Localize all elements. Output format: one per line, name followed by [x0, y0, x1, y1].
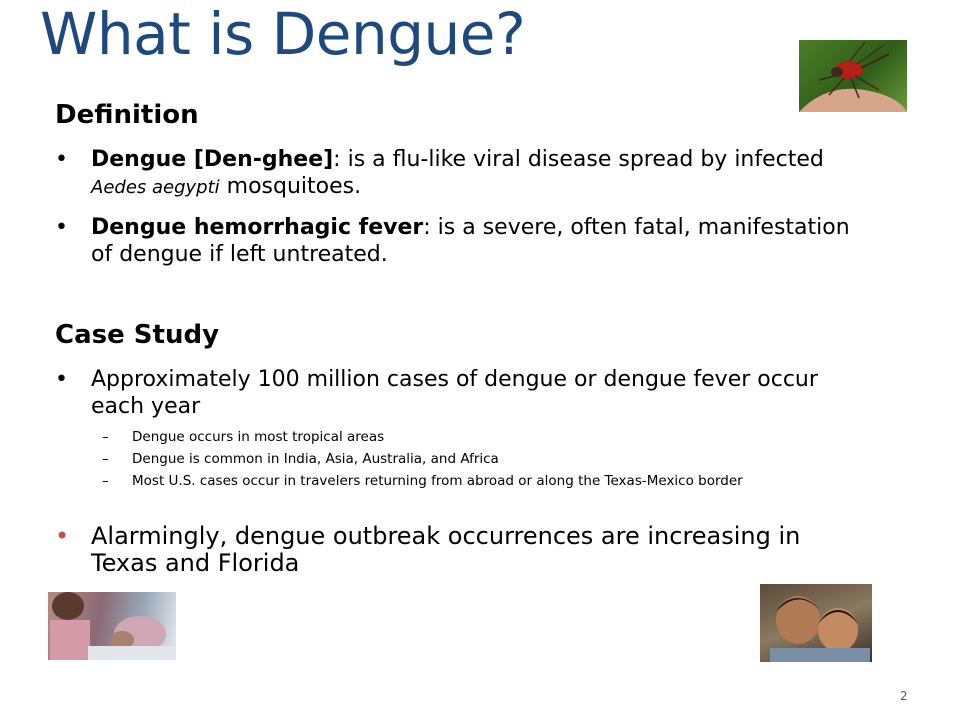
patient-photo: [48, 592, 176, 660]
mosquito-photo: [799, 40, 907, 112]
page-number: 2: [900, 689, 908, 703]
definition-bullet-hemorrhagic: • Dengue hemorrhagic fever: is a severe, often fatal, manifestation of dengue if left untreated.: [55, 215, 850, 267]
patient-icon: [48, 592, 176, 660]
term-dengue: Dengue [Den-ghee]: [91, 147, 334, 172]
children-icon: [760, 584, 872, 662]
sub-bullet: – Most U.S. cases occur in travelers returning from abroad or along the Texas-Mexico border: [102, 473, 743, 489]
bullet-marker: •: [55, 215, 68, 240]
bullet-marker: •: [55, 147, 68, 172]
alert-bullet: • Alarmingly, dengue outbreak occurrences are increasing in Texas and Florida: [55, 522, 801, 577]
mosquito-icon: [799, 40, 907, 112]
bullet-marker: •: [55, 367, 68, 392]
slide-title: What is Dengue?: [40, 0, 526, 68]
definition-bullet-dengue: • Dengue [Den-ghee]: is a flu-like viral disease spread by infected Aedes aegypti mosquitoes.: [55, 147, 824, 199]
sub-bullet: – Dengue is common in India, Asia, Australia, and Africa: [102, 451, 499, 467]
children-photo: [760, 584, 872, 662]
term-hemorrhagic: Dengue hemorrhagic fever: [91, 215, 424, 240]
sub-bullet: – Dengue occurs in most tropical areas: [102, 429, 385, 445]
species-name: Aedes aegypti: [91, 177, 220, 198]
bullet-marker: •: [55, 522, 70, 550]
case-study-heading: Case Study: [55, 320, 220, 350]
definition-heading: Definition: [55, 100, 199, 130]
case-study-bullet: • Approximately 100 million cases of dengue or dengue fever occur each year: [55, 367, 818, 419]
